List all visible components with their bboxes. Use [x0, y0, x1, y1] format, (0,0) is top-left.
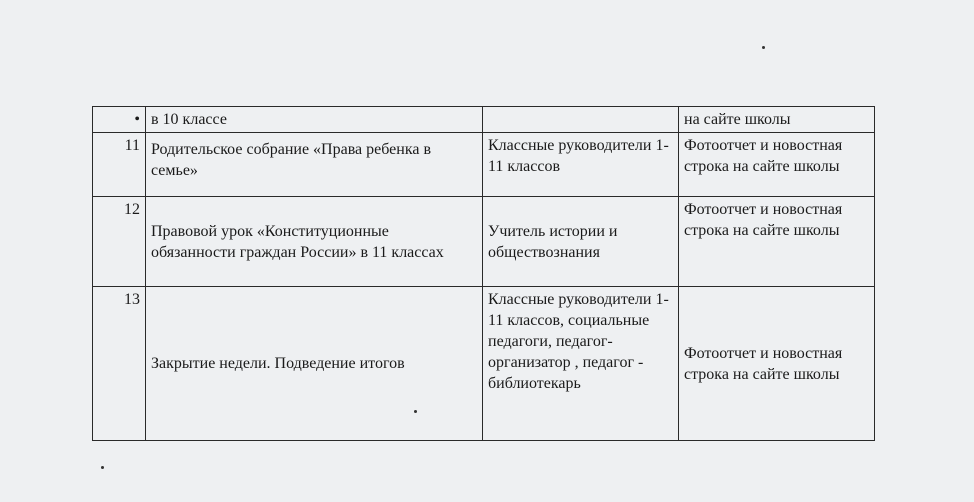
row-number: 13: [93, 287, 146, 441]
result-cell: Фотоотчет и новостная строка на сайте школы: [679, 287, 875, 441]
table-row: [93, 287, 875, 441]
event-cell: Закрытие недели. Подведение итогов: [146, 287, 483, 441]
event-cell: Родительское собрание «Права ребенка в семье»: [146, 133, 483, 197]
row-number: 12: [93, 197, 146, 287]
responsible-cell: Классные руководители 1-11 классов: [483, 133, 679, 197]
row-number: 11: [93, 133, 146, 197]
scan-speck: [762, 46, 765, 49]
table-row: [93, 133, 875, 197]
row-number: •: [93, 107, 146, 133]
responsible-cell: Учитель истории и обществознания: [483, 197, 679, 287]
result-cell: Фотоотчет и новостная строка на сайте школы: [679, 133, 875, 197]
responsible-cell: Классные руководители 1-11 классов, социальные педагоги, педагог-организатор , педагог - библиотекарь: [483, 287, 679, 441]
event-cell: в 10 классе: [146, 107, 483, 133]
result-cell: на сайте школы: [679, 107, 875, 133]
scan-speck: [414, 410, 417, 413]
table-row: [93, 107, 875, 133]
event-cell: Правовой урок «Конституционные обязанности граждан России» в 11 классах: [146, 197, 483, 287]
events-table: [92, 106, 875, 441]
result-cell: Фотоотчет и новостная строка на сайте школы: [679, 197, 875, 287]
scan-speck: [101, 466, 104, 469]
responsible-cell: [483, 107, 679, 133]
table-row: [93, 197, 875, 287]
